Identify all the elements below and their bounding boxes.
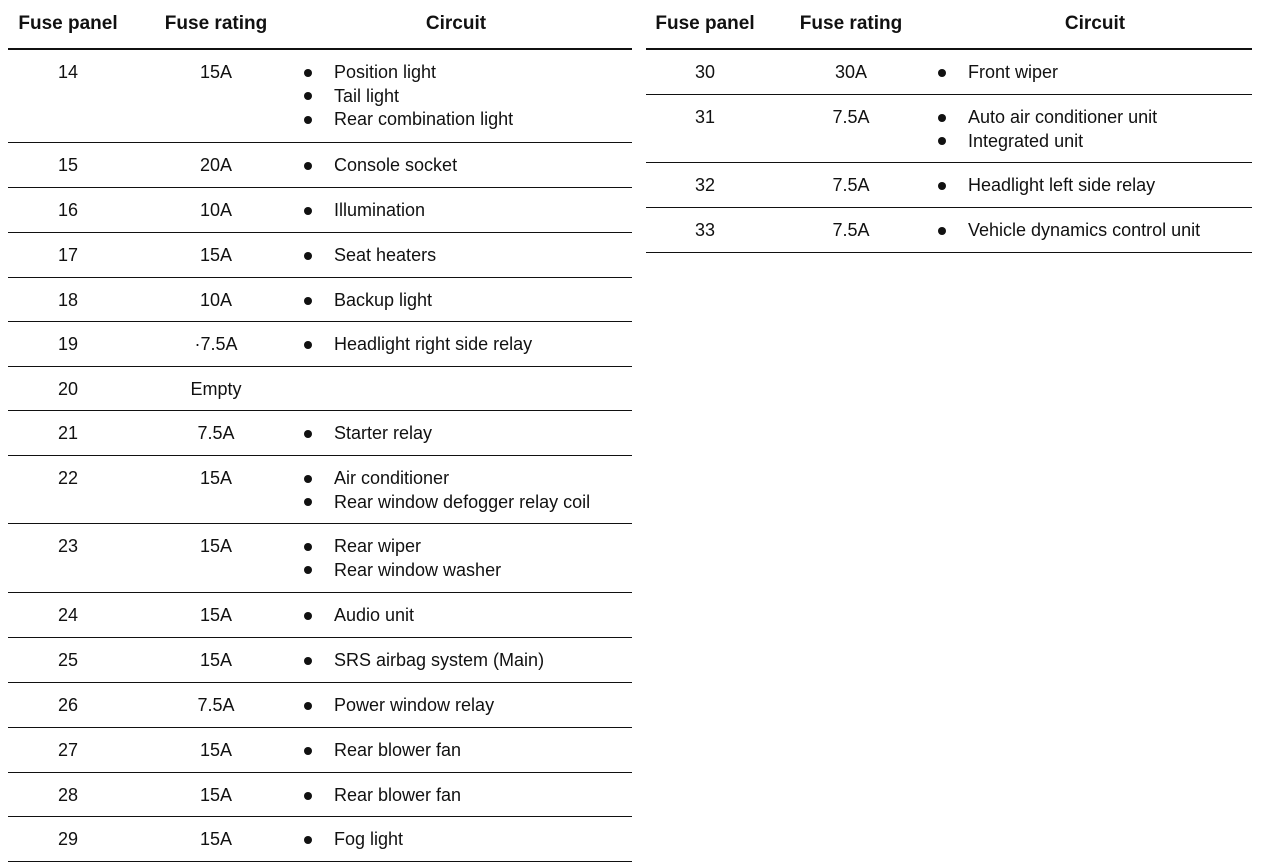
circuit-list [304,50,632,132]
circuit-list [304,456,632,514]
fuse-panel-number: 25 [57,650,79,670]
circuit-list [304,817,632,852]
fuse-rating: 15A [199,245,233,265]
fuse-rating: 15A [199,468,233,488]
fuse-panel-number: 27 [57,740,79,760]
circuit-list [304,593,632,628]
circuit-list [304,638,632,673]
circuit-item [304,108,632,132]
bullet-icon [304,207,312,215]
fuse-rating: 15A [199,650,233,670]
fuse-panel-number: 31 [694,107,716,127]
bullet-icon [938,227,946,235]
circuit-item [304,604,632,628]
circuit-list [304,367,632,378]
fuse-panel-number: 22 [57,468,79,488]
fuse-rating: ·7.5A [194,334,238,354]
fuse-rating: Empty [190,379,242,399]
circuit-label: Rear window defogger relay coil [334,491,591,512]
table-row [8,50,632,143]
circuit-list [938,95,1252,153]
table-row [646,95,1252,163]
header-fuse-panel: Fuse panel [18,13,118,34]
circuit-list [938,163,1252,198]
bullet-icon [304,657,312,665]
circuit-label: Rear wiper [334,536,422,556]
table-body [8,50,632,862]
circuit-list [304,322,632,357]
header-fuse-panel: Fuse panel [655,13,755,34]
table-header [8,0,632,50]
table-row [8,773,632,817]
table-row [8,188,632,233]
circuit-item [304,467,632,491]
fuse-rating: 30A [834,62,868,82]
circuit-list [304,143,632,178]
table-row [8,728,632,773]
table-row [8,367,632,411]
table-row [8,456,632,524]
circuit-item [304,154,632,178]
circuit-list [304,411,632,446]
circuit-label: Auto air conditioner unit [968,107,1158,127]
circuit-label: Integrated unit [968,130,1084,151]
fuse-panel-number: 32 [694,175,716,195]
bullet-icon [304,297,312,305]
circuit-list [304,683,632,718]
table-header [646,0,1252,50]
fuse-panel-number: 26 [57,695,79,715]
bullet-icon [304,430,312,438]
circuit-item [938,219,1252,243]
table-row [646,208,1252,253]
circuit-label: Console socket [334,155,458,175]
circuit-item [304,289,632,313]
table-row [8,278,632,322]
circuit-label: Starter relay [334,423,433,443]
circuit-label: Tail light [334,85,400,106]
circuit-label: Rear blower fan [334,740,462,760]
table-row [8,817,632,862]
circuit-item [304,739,632,763]
header-circuit: Circuit [1064,13,1126,34]
circuit-label: Audio unit [334,605,415,625]
circuit-item [938,61,1252,85]
fuse-table-left [8,0,632,862]
circuit-label: Headlight left side relay [968,175,1156,195]
fuse-panel-number: 16 [57,200,79,220]
fuse-rating: 10A [199,290,233,310]
fuse-panel-number: 20 [57,379,79,399]
table-row [646,163,1252,208]
bullet-icon [304,341,312,349]
circuit-label: Rear combination light [334,109,514,129]
circuit-label: Position light [334,62,437,82]
fuse-rating: 10A [199,200,233,220]
circuit-item [938,106,1252,130]
circuit-label: Rear window washer [334,559,502,580]
fuse-rating: 15A [199,785,233,805]
bullet-icon [938,69,946,77]
table-row [8,683,632,728]
circuit-item [304,535,632,559]
fuse-rating: 20A [199,155,233,175]
fuse-table-right [646,0,1252,253]
bullet-icon [304,498,312,506]
bullet-icon [304,836,312,844]
header-fuse-rating: Fuse rating [164,13,268,34]
fuse-rating: 7.5A [832,220,870,240]
circuit-item [938,174,1252,198]
circuit-list [938,50,1252,85]
circuit-item [938,130,1252,154]
circuit-item [304,828,632,852]
circuit-item [304,694,632,718]
fuse-rating: 15A [199,740,233,760]
fuse-panel-number: 23 [57,536,79,556]
circuit-label: Illumination [334,200,426,220]
bullet-icon [304,543,312,551]
table-row [8,143,632,188]
circuit-list [304,524,632,582]
table-row [646,50,1252,95]
circuit-item [304,784,632,808]
circuit-list [938,208,1252,243]
circuit-list [304,233,632,268]
circuit-label: Seat heaters [334,245,437,265]
circuit-label: Rear blower fan [334,785,462,805]
fuse-panel-number: 24 [57,605,79,625]
table-row [8,524,632,593]
table-body [646,50,1252,253]
bullet-icon [304,69,312,77]
circuit-item [304,422,632,446]
circuit-label: Front wiper [968,62,1059,82]
circuit-item [304,199,632,223]
circuit-label: Vehicle dynamics control unit [968,220,1201,240]
circuit-list [304,773,632,808]
table-row [8,411,632,456]
header-fuse-rating: Fuse rating [799,13,903,34]
fuse-rating: 7.5A [832,175,870,195]
table-row [8,322,632,367]
circuit-list [304,188,632,223]
fuse-panel-number: 15 [57,155,79,175]
fuse-rating: 7.5A [197,695,235,715]
bullet-icon [304,747,312,755]
fuse-panel-number: 14 [57,62,79,82]
header-circuit: Circuit [425,13,487,34]
fuse-rating: 15A [199,536,233,556]
circuit-label: Power window relay [334,695,495,715]
table-row [8,593,632,638]
circuit-item [304,244,632,268]
bullet-icon [304,612,312,620]
fuse-panel-number: 30 [694,62,716,82]
bullet-icon [304,792,312,800]
circuit-item [304,333,632,357]
bullet-icon [304,475,312,483]
fuse-panel-number: 28 [57,785,79,805]
circuit-list [304,728,632,763]
fuse-rating: 15A [199,829,233,849]
bullet-icon [938,182,946,190]
fuse-rating: 15A [199,605,233,625]
bullet-icon [938,137,946,145]
bullet-icon [938,114,946,122]
circuit-label: SRS airbag system (Main) [334,650,545,670]
fuse-rating: 7.5A [832,107,870,127]
bullet-icon [304,162,312,170]
bullet-icon [304,702,312,710]
circuit-label: Fog light [334,829,404,849]
circuit-label: Air conditioner [334,468,450,488]
fuse-rating: 7.5A [197,423,235,443]
fuse-panel-number: 33 [694,220,716,240]
circuit-list [304,278,632,313]
fuse-panel-number: 17 [57,245,79,265]
bullet-icon [304,252,312,260]
circuit-item [304,559,632,583]
fuse-rating: 15A [199,62,233,82]
circuit-label: Headlight right side relay [334,334,533,354]
table-row [8,638,632,683]
circuit-item [304,61,632,85]
circuit-item [304,491,632,515]
bullet-icon [304,92,312,100]
bullet-icon [304,116,312,124]
fuse-panel-number: 29 [57,829,79,849]
circuit-label: Backup light [334,290,433,310]
fuse-panel-number: 18 [57,290,79,310]
fuse-panel-number: 21 [57,423,79,443]
table-row [8,233,632,278]
fuse-panel-number: 19 [57,334,79,354]
circuit-item [304,85,632,109]
circuit-item [304,649,632,673]
bullet-icon [304,566,312,574]
